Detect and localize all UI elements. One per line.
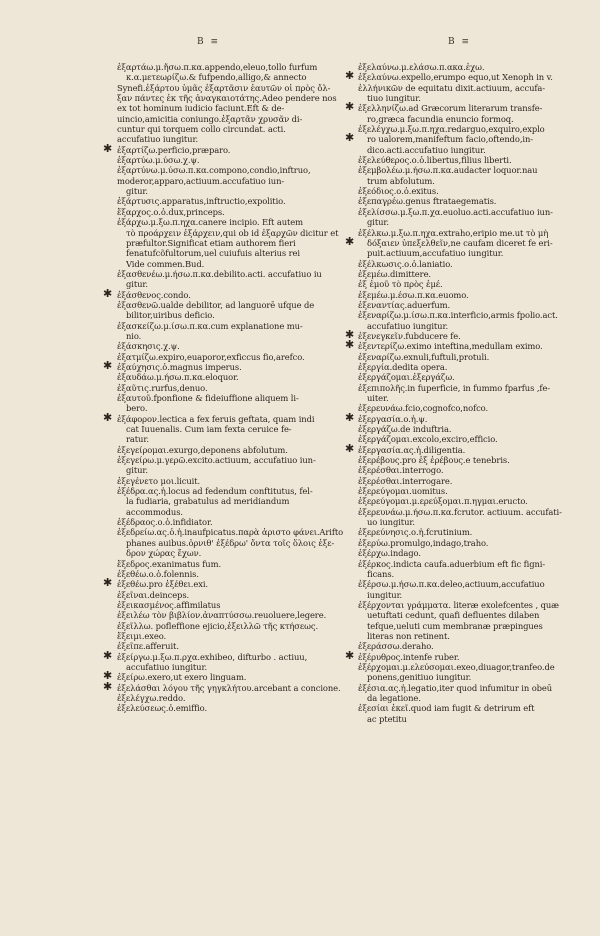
- entry-text: ἐξελεύσεως.ὁ.emiffio.: [117, 703, 208, 714]
- entry-text: ἐξεῖναι.deinceps.: [117, 589, 190, 600]
- entry-line: [117, 155, 349, 165]
- entry-text: ἐξεργάζομαι.ἐξεργάζω.: [358, 372, 455, 383]
- entry-text: ἐξέλκωσις.ο.ὁ.laniatio.: [358, 258, 453, 269]
- entry-text: ἐξάρχω.μ.ξω.π.ηχα.canere incipio. Eft autem: [117, 217, 303, 228]
- entry-text: ἐξελάσθαι λόγου τῆς γηγκλήτου.arcebant a concione.: [117, 682, 341, 693]
- entry-line: [358, 548, 590, 558]
- entry-text: ἐξελαύνω.μ.ελάσω.π.ακα.ἐχω.: [358, 62, 485, 72]
- entry-line: [358, 569, 590, 579]
- entry-text: ἐξεγένετο μοι.licuit.: [117, 475, 201, 486]
- entry-text: nio.: [126, 330, 142, 341]
- entry-text: gitur.: [126, 465, 148, 476]
- entry-text: puit.actiuum,accufatiuo iungitur.: [367, 248, 504, 259]
- entry-text: ἐξερεύγομαι.uomitus.: [358, 486, 448, 497]
- entry-line: [358, 662, 590, 672]
- entry-text: ἐξείργω.μ.ξω.π.ρχα.exhibeo, difturbo . actiuu,: [117, 651, 308, 662]
- entry-text: ἐξελαύνω.expello,erumpo equo,ut Xenoph in v.: [358, 72, 553, 83]
- entry-text: ἐξάρτυσις.apparatus,inftructio,expolitio.: [117, 196, 286, 207]
- entry-line: [358, 186, 590, 196]
- entry-line: [358, 372, 590, 382]
- entry-text: tiuo iungitur.: [367, 93, 421, 104]
- entry-text: ἐξ ἐμοῦ τὸ πρὸς ἐμέ.: [358, 279, 443, 290]
- entry-text: ἐξέρχω.indago.: [358, 548, 421, 559]
- entry-text: ἐξέρσω.μ.ήσω.π.κα.deleo,actiuum,accufatiuo: [358, 579, 545, 590]
- entry-line: [358, 455, 590, 465]
- entry-line: [117, 207, 349, 217]
- entry-text: trum abfolutum.: [367, 175, 435, 186]
- entry-line: [345, 234, 590, 248]
- entry-text: ἐξέρυθρος.intenfe ruber.: [358, 651, 460, 662]
- entry-text: gitur.: [367, 217, 389, 228]
- entry-text: ἐξεθέω.ο.ὁ.folennis.: [117, 568, 199, 579]
- entry-line: [358, 403, 590, 413]
- entry-line: [358, 703, 590, 713]
- asterisk-icon: ✱: [103, 286, 113, 300]
- entry-line: [117, 662, 349, 672]
- entry-line: [117, 186, 349, 196]
- entry-text: ἐξεργάζω.de induftria.: [358, 424, 452, 435]
- entry-line: [358, 641, 590, 651]
- entry-line: [117, 310, 349, 320]
- entry-line: [358, 259, 590, 269]
- entry-text: ἐξερέσθαι.interrogare.: [358, 475, 453, 486]
- entry-line: [358, 672, 590, 682]
- entry-text: ἐξέδρα.ας.ἡ.locus ad fedendum conftitutus, fel-: [117, 486, 313, 497]
- entry-line: [117, 641, 349, 651]
- entry-line: [117, 279, 349, 289]
- entry-text: ro,græca facundia enuncio formoq.: [367, 113, 514, 124]
- entry-text: ἐξέδραος.ο.ὁ.infidiator.: [117, 517, 213, 528]
- entry-text: ἐξαυδάω.μ.ήσω.π.κα.eloquor.: [117, 372, 239, 383]
- entry-text: ἐξεῖλλω. pofleffione ejicio,ἐξειλλῶ τῆς κτήσεως.: [117, 620, 319, 631]
- entry-text: ἐξελέγχω.μ.ξω.π.ηχα.redarguo,exquiro,explo: [358, 124, 545, 135]
- entry-line: [103, 410, 349, 424]
- entry-text: ἐξαύχησις.ὁ.magnus imperus.: [117, 361, 242, 372]
- entry-line: [117, 548, 349, 558]
- entry-text: ἐξέλκω.μ.ξω.π.ηχα.extraho,eripio me.ut τὸ μὴ: [358, 227, 549, 238]
- entry-line: [358, 362, 590, 372]
- entry-line: [117, 465, 349, 475]
- asterisk-icon: ✱: [345, 131, 355, 145]
- entry-line: [358, 300, 590, 310]
- asterisk-icon: ✱: [345, 648, 355, 662]
- entry-text: τὸ προάρχειν ἐξάρχειν,qui ob id ἐξαρχῶν dicitur et: [126, 227, 339, 238]
- entry-line: [345, 327, 590, 341]
- entry-line: [117, 124, 349, 134]
- entry-text: gitur.: [126, 279, 148, 290]
- entry-text: uiter.: [367, 393, 389, 403]
- entry-line: [117, 393, 349, 403]
- signature-mark-right: B ≡: [448, 37, 472, 47]
- entry-text: Synefi.ἐξάρτου ὑμᾶς ἐξαρτᾶσιν ἑαυτῶν οἱ πρὸς ὄλ-: [117, 82, 331, 93]
- asterisk-icon: ✱: [345, 234, 355, 248]
- asterisk-icon: ✱: [345, 69, 355, 83]
- asterisk-icon: ✱: [345, 410, 355, 424]
- entry-text: ἐξενεγκεῖν.fubducere fe.: [358, 330, 461, 341]
- entry-text: ἐξείρω.exero,ut exero linguam.: [117, 672, 247, 683]
- entry-line: [345, 69, 590, 83]
- entry-line: [358, 424, 590, 434]
- asterisk-icon: ✱: [103, 410, 113, 424]
- entry-text: accufatiuo iungitur.: [126, 661, 208, 672]
- entry-text: cuntur qui torquem collo circundat. acti.: [117, 124, 286, 135]
- entry-text: ἐξέρκος.indicta caufa.aduerbium eft fic figni-: [358, 558, 546, 569]
- entry-text: ἐξεμέω.dimittere.: [358, 268, 431, 279]
- entry-text: ἐξεπαγρέω.genus ftrataegematis.: [358, 196, 497, 207]
- entry-text: accufatiuo iungitur.: [117, 134, 199, 145]
- entry-text: κ.α.μετεωρίζω.& fufpendo,alligo,& annecto: [126, 72, 307, 83]
- entry-line: [117, 62, 349, 72]
- entry-text: ἐξερευνάω.fcio,cognofco,nofco.: [358, 403, 489, 414]
- entry-line: [117, 217, 349, 227]
- entry-text: ἐξαυτοῦ.fponfione & fideiuffione aliquem li-: [117, 393, 299, 403]
- entry-line: [103, 358, 349, 372]
- entry-text: ponens,genitiuo iungitur.: [367, 672, 472, 683]
- asterisk-icon: ✱: [103, 141, 113, 155]
- entry-line: [117, 93, 349, 103]
- entry-line: [117, 569, 349, 579]
- entry-text: ἐξεργάζομαι.excolo,exciro,efficio.: [358, 434, 498, 445]
- entry-text: ἐξεναρίζω.exnuli,fuftuli,protuli.: [358, 351, 490, 362]
- entry-text: ἐξεργασία.ο.ἡ.ψ.: [358, 413, 428, 424]
- entry-line: [345, 410, 590, 424]
- entry-line: [358, 590, 590, 600]
- entry-line: [358, 321, 590, 331]
- entry-text: ἐξεδρείω.ας.ὁ.ἡ.inaufpicatus.παρὰ ἀριστο φάνει.Arifto: [117, 527, 344, 538]
- entry-line: [358, 279, 590, 289]
- entry-text: Vide commen.Bud.: [126, 258, 205, 269]
- entry-line: [358, 631, 590, 641]
- entry-line: [117, 403, 349, 413]
- entry-text: ἐξάσκησις.χ.ψ.: [117, 341, 180, 352]
- entry-line: [117, 114, 349, 124]
- entry-line: [358, 538, 590, 548]
- entry-text: cat Iuuenalis. Cum iam fexta ceruice fe-: [126, 424, 292, 435]
- entry-line: [358, 248, 590, 258]
- entry-line: [358, 496, 590, 506]
- asterisk-icon: ✱: [103, 669, 113, 683]
- entry-line: [358, 155, 590, 165]
- entry-line: [358, 217, 590, 227]
- entry-text: ἐλλήνικῶν de equitatu dixit.actiuum, accufa-: [358, 82, 546, 93]
- entry-line: [358, 621, 590, 631]
- entry-line: [345, 338, 590, 352]
- entry-text: literas non retinent.: [367, 630, 450, 641]
- entry-line: [117, 559, 349, 569]
- entry-line: [358, 434, 590, 444]
- entry-text: ἐξέσια.ας.ἡ.legatio,iter quod infumitur in obeū: [358, 682, 553, 693]
- entry-line: [103, 141, 349, 155]
- entry-line: [358, 93, 590, 103]
- entry-line: [117, 600, 349, 610]
- entry-line: [117, 83, 349, 93]
- entry-line: [103, 669, 349, 683]
- entry-line: [117, 424, 349, 434]
- entry-text: ἔξαρχος.ο.ὁ.dux,princeps.: [117, 206, 225, 217]
- entry-text: ἐξεπιπολῆς.in fuperficie, in fummo fparfus ,fe-: [358, 382, 551, 393]
- entry-text: bilitor,uiribus deficio.: [126, 310, 215, 321]
- entry-text: ἐξερεύγομαι.μ.ερεύξομαι.π.ηγμαι.eructo.: [358, 496, 528, 507]
- entry-line: [358, 114, 590, 124]
- entry-text: ἐξερεύνησις.ο.ἡ.fcrutinium.: [358, 527, 473, 538]
- entry-text: ἐξερέβους.pro ἐξ ἐρέβους.e tenebris.: [358, 455, 510, 466]
- entry-line: [117, 621, 349, 631]
- entry-text: ac ptetitu: [367, 713, 407, 724]
- entry-line: [358, 579, 590, 589]
- entry-line: [117, 238, 349, 248]
- entry-text: ἐξάφορον.lectica a fex feruis geftata, quam indi: [117, 413, 315, 424]
- entry-line: [117, 703, 349, 713]
- right-column: [345, 62, 590, 724]
- entry-line: [358, 62, 590, 72]
- entry-line: [117, 496, 349, 506]
- entry-text: da legatione.: [367, 692, 421, 703]
- entry-text: ἐξεόδιος.ο.ὁ.exitus.: [358, 186, 439, 197]
- entry-text: bero.: [126, 403, 148, 414]
- entry-text: ἐξασκείζω.μ.ίσω.π.κα.cum explanatione mu-: [117, 320, 303, 331]
- entry-text: phanes auibus.ὀρνιθ' ἐξέδρω' ὄντα τοῖς ὅλοις ἐξε-: [126, 537, 335, 548]
- entry-line: [358, 196, 590, 206]
- entry-text: uincio,amicitia coniungo.ἐξαρτᾶν χρυσᾶν di-: [117, 113, 303, 124]
- entry-line: [117, 383, 349, 393]
- entry-line: [358, 693, 590, 703]
- entry-text: ἔξεδρος.exanimatus fum.: [117, 558, 222, 569]
- entry-text: ἐξατμίζω.expiro,euaporor,exficcus fio,arefco.: [117, 351, 305, 362]
- entry-line: [358, 290, 590, 300]
- entry-text: ἐξερέσθαι.interrogo.: [358, 465, 444, 476]
- entry-text: accufatiuo iungitur.: [367, 320, 449, 331]
- entry-line: [358, 610, 590, 620]
- entry-text: ἐξάσθενος.condo.: [117, 289, 191, 300]
- entry-line: [117, 331, 349, 341]
- asterisk-icon: ✱: [345, 100, 355, 114]
- entry-line: [358, 83, 590, 93]
- entry-line: [103, 679, 349, 693]
- entry-line: [358, 600, 590, 610]
- entry-text: ex tot hominum iudicio faciunt.Eft & de-: [117, 103, 285, 114]
- entry-line: [117, 72, 349, 82]
- entry-line: [117, 196, 349, 206]
- entry-line: [117, 476, 349, 486]
- entry-text: ἐξεικασμένος.affimilatus: [117, 599, 221, 610]
- entry-text: δρον χώρας ἔχων.: [126, 548, 202, 559]
- entry-line: [117, 527, 349, 537]
- entry-text: præfultor.Significat etiam authorem fieri: [126, 237, 296, 248]
- entry-line: [117, 486, 349, 496]
- entry-line: [358, 476, 590, 486]
- entry-text: ἐξειλέω τὸν βιβλίον.ἀναπτύσσω.reuoluere,legere.: [117, 610, 327, 621]
- entry-text: ἐξερύω.promulgo,indago,traho.: [358, 537, 489, 548]
- entry-line: [117, 507, 349, 517]
- entry-line: [117, 590, 349, 600]
- entry-line: [358, 383, 590, 393]
- entry-line: [117, 517, 349, 527]
- asterisk-icon: ✱: [345, 327, 355, 341]
- entry-text: ἐξαῦτις.rurfus,denuo.: [117, 382, 208, 393]
- entry-text: ἐξεγείρω.μ.γερῶ.excito.actiuum, accufatiuo iun-: [117, 455, 316, 466]
- entry-line: [358, 176, 590, 186]
- entry-text: ἐξεργασία.ας.ἡ.diligentia.: [358, 444, 466, 455]
- entry-text: ἐξασθενέω.μ.ήσω.π.κα.debilito.acti. accufatiuo iu: [117, 268, 322, 279]
- entry-text: ficans.: [367, 568, 395, 579]
- entry-line: [358, 310, 590, 320]
- entry-text: gitur.: [126, 186, 148, 197]
- entry-text: ἐξεντερίζω.eximo inteftina,medullam eximo.: [358, 341, 543, 352]
- entry-text: ἐξεράσσω.deraho.: [358, 641, 434, 652]
- entry-line: [103, 286, 349, 300]
- entry-line: [117, 300, 349, 310]
- entry-line: [117, 352, 349, 362]
- entry-text: ro ualorem,manifeftum facio,oftendo,in-: [367, 134, 533, 145]
- entry-text: ἐξασθενῶ.ualde debilitor, ad languorē ufque de: [117, 299, 315, 310]
- entry-text: la fudiaria, grabatulus ad meridiandum: [126, 496, 290, 507]
- entry-line: [345, 648, 590, 662]
- entry-line: [358, 393, 590, 403]
- entry-line: [117, 434, 349, 444]
- entry-text: uo iungitur.: [367, 517, 415, 528]
- left-column: [103, 62, 349, 714]
- asterisk-icon: ✱: [103, 358, 113, 372]
- entry-text: ratur.: [126, 434, 149, 445]
- entry-line: [103, 576, 349, 590]
- entry-line: [358, 228, 590, 238]
- entry-line: [117, 321, 349, 331]
- entry-line: [358, 465, 590, 475]
- entry-text: ἐξεμέω.μ.έσω.π.κα.euomo.: [358, 289, 469, 300]
- entry-text: ἐξεναντίας.aduerfum.: [358, 299, 451, 310]
- entry-line: [117, 176, 349, 186]
- signature-mark-left: B ≡: [197, 37, 221, 47]
- entry-line: [117, 259, 349, 269]
- entry-text: accommodus.: [126, 506, 183, 517]
- entry-line: [117, 341, 349, 351]
- entry-line: [117, 631, 349, 641]
- entry-text: ἐξελληνίζω.ad Græcorum literarum transfe-: [358, 103, 543, 114]
- entry-line: [117, 455, 349, 465]
- entry-line: [358, 683, 590, 693]
- entry-text: ἐξαρτάω.μ.ἤσω.π.κα.appendo,eleuo,tollo furfum: [117, 62, 318, 72]
- entry-text: ξαν πάντες ἐκ τῆς ἀναγκαιοτάτης.Adeo pendere nos: [117, 93, 337, 104]
- entry-line: [358, 269, 590, 279]
- entry-text: ἐξελεύθερος.ο.ὁ.libertus,filius liberti.: [358, 155, 512, 166]
- entry-line: [117, 372, 349, 382]
- entry-line: [117, 269, 349, 279]
- entry-line: [117, 610, 349, 620]
- asterisk-icon: ✱: [345, 338, 355, 352]
- entry-text: ἐξεῖπε.afferuit.: [117, 641, 179, 652]
- entry-text: iungitur.: [367, 589, 403, 600]
- entry-line: [358, 145, 590, 155]
- entry-text: ἐξεμβολέω.μ.ήσω.π.κα.audacter loquor.nau: [358, 165, 538, 176]
- entry-text: δόξαιεν ὑπεξελθεῖν,ne caufam diceret fe eri-: [367, 237, 553, 248]
- entry-line: [358, 507, 590, 517]
- entry-text: ἐξεναρίζω.μ.ίσω.π.κα.interficio,armis fpolio.act.: [358, 310, 558, 321]
- entry-text: ἐξεργία.dedita opera.: [358, 361, 448, 372]
- asterisk-icon: ✱: [103, 648, 113, 662]
- entry-line: [358, 559, 590, 569]
- entry-line: [345, 131, 590, 145]
- entry-line: [358, 517, 590, 527]
- entry-text: moderor,apparo,actiuum.accufatiuo iun-: [117, 175, 285, 186]
- entry-line: [117, 445, 349, 455]
- entry-text: ἐξαρτύνω.μ.ύσω.π.κα.compono,condio,inftruo,: [117, 165, 311, 176]
- asterisk-icon: ✱: [103, 679, 113, 693]
- entry-text: ἐξελέγχω.reddo.: [117, 692, 186, 703]
- asterisk-icon: ✱: [345, 441, 355, 455]
- entry-line: [117, 134, 349, 144]
- entry-text: ἐξεγείρομαι.exurgo,deponens abfolutum.: [117, 444, 288, 455]
- entry-text: dico.acti.accufatiuo iungitur.: [367, 144, 486, 155]
- entry-text: tefque,ueluti cum membranæ præpingues: [367, 620, 543, 631]
- entry-text: ἐξεθέω.pro ἐξέθει.exi.: [117, 579, 208, 590]
- entry-text: uetuftati cedunt, quafi defluentes dilaben: [367, 610, 540, 621]
- entry-text: ἐξαρτίζω.perficio,præparo.: [117, 144, 231, 155]
- entry-line: [345, 441, 590, 455]
- asterisk-icon: ✱: [103, 576, 113, 590]
- entry-line: [358, 124, 590, 134]
- entry-line: [358, 714, 590, 724]
- entry-text: ἐξεσίαι ἐκεῖ.quod iam fugit & detrirum eft: [358, 703, 535, 714]
- entry-text: ἔξειμι.exeo.: [117, 630, 167, 641]
- entry-text: fenatufcõfultorum,uel cuiufuis alterius rei: [126, 248, 300, 259]
- entry-line: [117, 165, 349, 175]
- entry-line: [358, 486, 590, 496]
- entry-line: [103, 648, 349, 662]
- entry-line: [358, 165, 590, 175]
- entry-text: ἐξερευνάω.μ.ήσω.π.κα.fcrutor. actiuum. accufati-: [358, 506, 562, 517]
- entry-line: [117, 103, 349, 113]
- entry-line: [345, 100, 590, 114]
- entry-text: ἐξελίσσω.μ.ξω.π.χα.euoluo.acti.accufatiuo iun-: [358, 206, 553, 217]
- entry-line: [358, 207, 590, 217]
- entry-line: [117, 693, 349, 703]
- entry-line: [358, 352, 590, 362]
- entry-text: ἐξέρχομαι.μ.ελεύσομαι.exeo,diuagor,tranfeo.de: [358, 661, 555, 672]
- entry-line: [117, 228, 349, 238]
- entry-text: ἐξαρτύω.μ.ύσω.χ.ψ.: [117, 155, 200, 166]
- entry-line: [358, 527, 590, 537]
- entry-line: [117, 538, 349, 548]
- entry-text: ἐξέρχονται γράμματα. literæ exolefcentes , quæ: [358, 599, 559, 610]
- entry-line: [117, 248, 349, 258]
